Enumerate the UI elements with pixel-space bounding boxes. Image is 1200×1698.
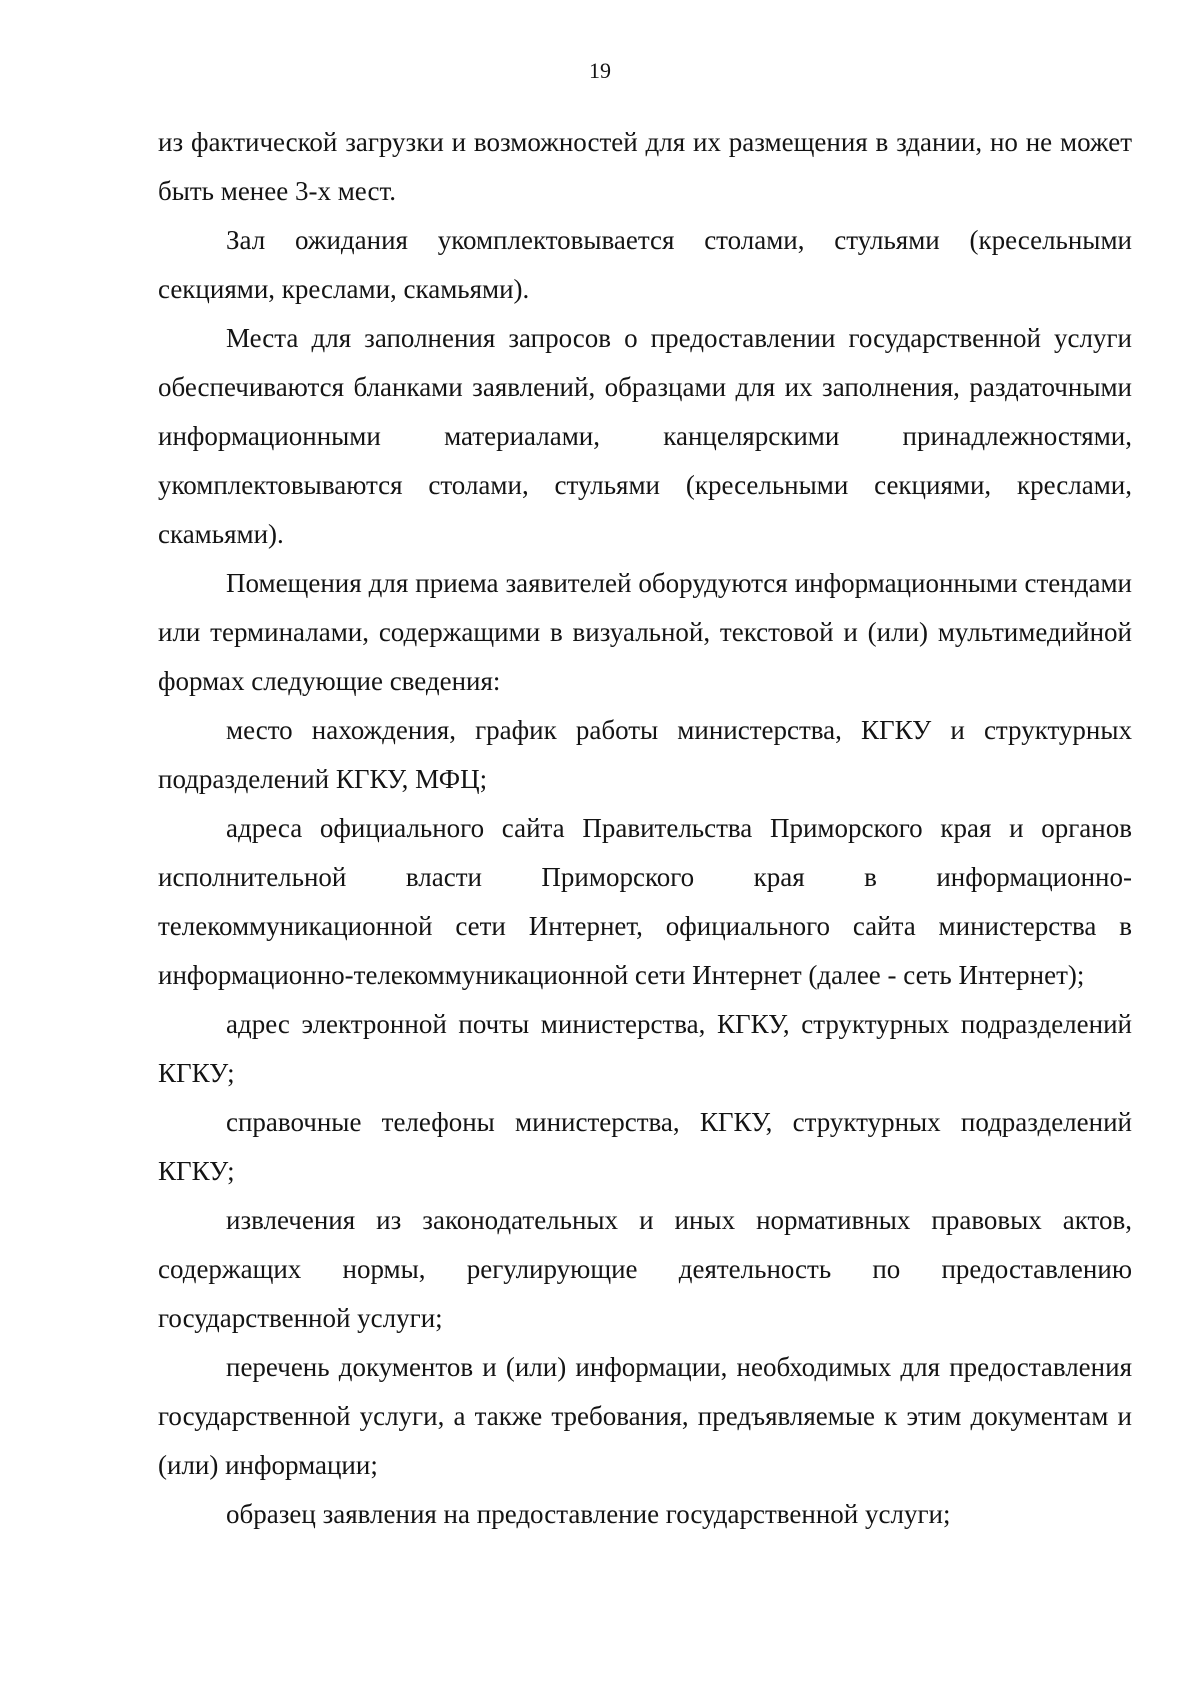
- paragraph-continuation: из фактической загрузки и возможностей для их размещения в здании, но не может быть менее 3-х мест.: [158, 127, 1132, 206]
- list-item-reference-phones: справочные телефоны министерства, КГКУ, структурных подразделений КГКУ;: [158, 1107, 1132, 1186]
- list-item-application-sample: образец заявления на предоставление государственной услуги;: [226, 1499, 951, 1529]
- paragraph-request-filling-places: Места для заполнения запросов о предоставлении государственной услуги обеспечиваются бланками заявлений, образцами для их заполнения, раздаточными информационными материалами, канцелярскими принадлежностями, укомплектовываются столами, стульями (кресельными секциями, креслами, скамьями).: [158, 323, 1132, 549]
- list-item-location-schedule: место нахождения, график работы министерства, КГКУ и структурных подразделений КГКУ, МФЦ;: [158, 715, 1132, 794]
- paragraph-waiting-hall: Зал ожидания укомплектовывается столами, стульями (кресельными секциями, креслами, скамьями).: [158, 225, 1132, 304]
- list-item-email-address: адрес электронной почты министерства, КГКУ, структурных подразделений КГКУ;: [158, 1009, 1132, 1088]
- list-item-legal-extracts: извлечения из законодательных и иных нормативных правовых актов, содержащих нормы, регулирующие деятельность по предоставлению государственной услуги;: [158, 1205, 1132, 1333]
- list-item-website-addresses: адреса официального сайта Правительства Приморского края и органов исполнительной власти Приморского края в информационно-телекоммуникационной сети Интернет, официального сайта министерства в информационно-телекоммуникационной сети Интернет (далее - сеть Интернет);: [158, 813, 1132, 990]
- page-number: 19: [589, 58, 611, 83]
- paragraph-reception-rooms: Помещения для приема заявителей оборудуются информационными стендами или терминалами, содержащими в визуальной, текстовой и (или) мультимедийной формах следующие сведения:: [158, 568, 1132, 696]
- list-item-documents-list: перечень документов и (или) информации, необходимых для предоставления государственной услуги, а также требования, предъявляемые к этим документам и (или) информации;: [158, 1352, 1132, 1480]
- document-body: [158, 118, 1132, 1539]
